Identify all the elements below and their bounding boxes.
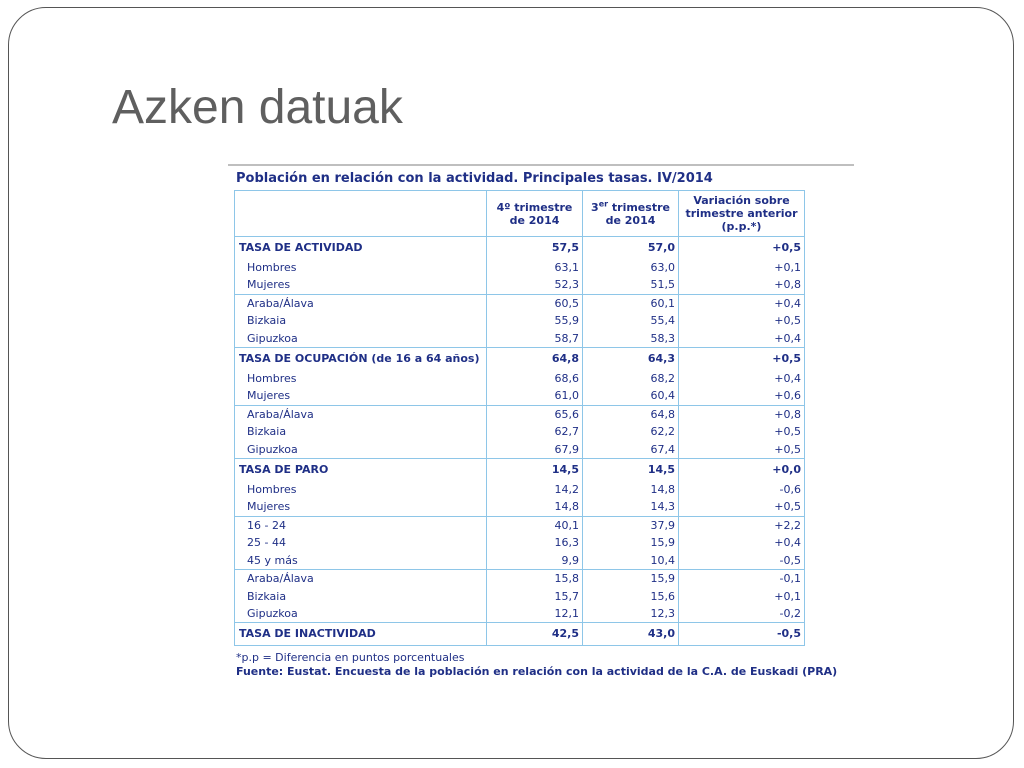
row-variation: +0,5 [679, 348, 805, 371]
header-var-line3: (p.p.*) [721, 220, 762, 233]
table-row [235, 534, 805, 551]
row-value-q4: 61,0 [487, 387, 583, 405]
row-value-q3: 57,0 [583, 237, 679, 260]
table-row [235, 481, 805, 498]
row-label: Araba/Álava [235, 294, 487, 312]
row-value-q3: 14,8 [583, 481, 679, 498]
row-variation: +0,5 [679, 441, 805, 459]
row-label: 25 - 44 [235, 534, 487, 551]
table-row [235, 423, 805, 440]
header-var-line1: Variación sobre [693, 194, 790, 207]
row-value-q3: 37,9 [583, 516, 679, 534]
row-value-q3: 51,5 [583, 276, 679, 294]
table-row [235, 294, 805, 312]
row-label: Gipuzkoa [235, 605, 487, 623]
row-value-q3: 43,0 [583, 623, 679, 646]
row-label: TASA DE INACTIVIDAD [235, 623, 487, 646]
row-value-q3: 62,2 [583, 423, 679, 440]
row-value-q3: 63,0 [583, 259, 679, 276]
header-q3-rest: trimestre [608, 200, 670, 214]
row-variation: -0,1 [679, 570, 805, 588]
row-label: Araba/Álava [235, 570, 487, 588]
header-var-line2: trimestre anterior [685, 207, 798, 220]
row-value-q4: 52,3 [487, 276, 583, 294]
row-variation: +0,8 [679, 405, 805, 423]
row-value-q4: 58,7 [487, 330, 583, 348]
row-variation: +0,1 [679, 588, 805, 605]
row-label: 45 y más [235, 552, 487, 570]
table-top-rule [228, 164, 854, 166]
row-variation: +0,5 [679, 312, 805, 329]
row-variation: +0,5 [679, 237, 805, 260]
row-variation: -0,5 [679, 623, 805, 646]
row-value-q4: 14,2 [487, 481, 583, 498]
table-row [235, 276, 805, 294]
rates-table [234, 190, 805, 646]
row-label: TASA DE PARO [235, 459, 487, 482]
header-q4-line2: de 2014 [509, 213, 560, 227]
table-row [235, 370, 805, 387]
table-row [235, 516, 805, 534]
row-value-q4: 9,9 [487, 552, 583, 570]
row-value-q4: 67,9 [487, 441, 583, 459]
row-variation: +0,1 [679, 259, 805, 276]
row-variation: +0,8 [679, 276, 805, 294]
row-label: Mujeres [235, 387, 487, 405]
row-value-q3: 60,4 [583, 387, 679, 405]
table-row [235, 330, 805, 348]
row-label: Hombres [235, 481, 487, 498]
row-value-q4: 14,5 [487, 459, 583, 482]
row-value-q4: 62,7 [487, 423, 583, 440]
row-value-q4: 65,6 [487, 405, 583, 423]
header-q3 [583, 191, 679, 237]
row-variation: -0,5 [679, 552, 805, 570]
row-label: Bizkaia [235, 588, 487, 605]
row-value-q3: 58,3 [583, 330, 679, 348]
table-row [235, 237, 805, 260]
row-value-q3: 15,9 [583, 570, 679, 588]
row-label: Hombres [235, 259, 487, 276]
row-value-q3: 68,2 [583, 370, 679, 387]
row-value-q4: 15,7 [487, 588, 583, 605]
row-label: Bizkaia [235, 312, 487, 329]
row-label: Hombres [235, 370, 487, 387]
table-row [235, 348, 805, 371]
row-value-q3: 64,3 [583, 348, 679, 371]
header-q3-sup: er [598, 198, 609, 208]
table-header-row [235, 191, 805, 237]
table-row [235, 605, 805, 623]
row-variation: +0,5 [679, 423, 805, 440]
table-row [235, 405, 805, 423]
row-variation: +0,6 [679, 387, 805, 405]
table-row [235, 312, 805, 329]
table-row [235, 570, 805, 588]
header-q4 [487, 191, 583, 237]
row-value-q4: 60,5 [487, 294, 583, 312]
row-label: 16 - 24 [235, 516, 487, 534]
table-title: Población en relación con la actividad. Principales tasas. IV/2014 [236, 171, 713, 186]
table-row [235, 623, 805, 646]
row-label: Mujeres [235, 498, 487, 516]
header-variation [679, 191, 805, 237]
row-value-q4: 57,5 [487, 237, 583, 260]
header-q4-line1: 4º trimestre [496, 200, 573, 214]
row-value-q3: 64,8 [583, 405, 679, 423]
header-q3-num: 3 [591, 200, 599, 214]
slide-title: Azken datuak [112, 81, 403, 134]
row-value-q4: 16,3 [487, 534, 583, 551]
row-value-q3: 15,9 [583, 534, 679, 551]
row-variation: +2,2 [679, 516, 805, 534]
row-value-q4: 15,8 [487, 570, 583, 588]
row-value-q3: 15,6 [583, 588, 679, 605]
row-value-q4: 64,8 [487, 348, 583, 371]
row-value-q3: 10,4 [583, 552, 679, 570]
row-variation: +0,4 [679, 294, 805, 312]
table-row [235, 498, 805, 516]
row-value-q4: 42,5 [487, 623, 583, 646]
row-label: TASA DE ACTIVIDAD [235, 237, 487, 260]
row-value-q4: 40,1 [487, 516, 583, 534]
row-value-q4: 63,1 [487, 259, 583, 276]
table-row [235, 387, 805, 405]
header-label [235, 191, 487, 237]
table-row [235, 552, 805, 570]
table-row [235, 259, 805, 276]
table-footnote: *p.p = Diferencia en puntos porcentuales [236, 651, 465, 665]
row-value-q4: 14,8 [487, 498, 583, 516]
row-value-q3: 67,4 [583, 441, 679, 459]
row-value-q3: 14,3 [583, 498, 679, 516]
data-table-panel [228, 164, 854, 678]
row-variation: +0,4 [679, 330, 805, 348]
row-variation: +0,4 [679, 370, 805, 387]
table-source: Fuente: Eustat. Encuesta de la población en relación con la actividad de la C.A. de Euskadi (PRA) [236, 665, 838, 679]
row-label: TASA DE OCUPACIÓN (de 16 a 64 años) [235, 348, 487, 371]
row-value-q3: 60,1 [583, 294, 679, 312]
row-label: Mujeres [235, 276, 487, 294]
row-variation: +0,4 [679, 534, 805, 551]
row-value-q4: 68,6 [487, 370, 583, 387]
row-variation: +0,0 [679, 459, 805, 482]
row-variation: -0,6 [679, 481, 805, 498]
row-variation: -0,2 [679, 605, 805, 623]
table-body [235, 237, 805, 646]
header-q3-line2: de 2014 [605, 213, 656, 227]
row-label: Bizkaia [235, 423, 487, 440]
row-label: Araba/Álava [235, 405, 487, 423]
row-label: Gipuzkoa [235, 441, 487, 459]
table-row [235, 441, 805, 459]
row-label: Gipuzkoa [235, 330, 487, 348]
table-row [235, 459, 805, 482]
row-value-q4: 55,9 [487, 312, 583, 329]
row-value-q4: 12,1 [487, 605, 583, 623]
row-value-q3: 12,3 [583, 605, 679, 623]
row-value-q3: 14,5 [583, 459, 679, 482]
row-variation: +0,5 [679, 498, 805, 516]
table-row [235, 588, 805, 605]
row-value-q3: 55,4 [583, 312, 679, 329]
